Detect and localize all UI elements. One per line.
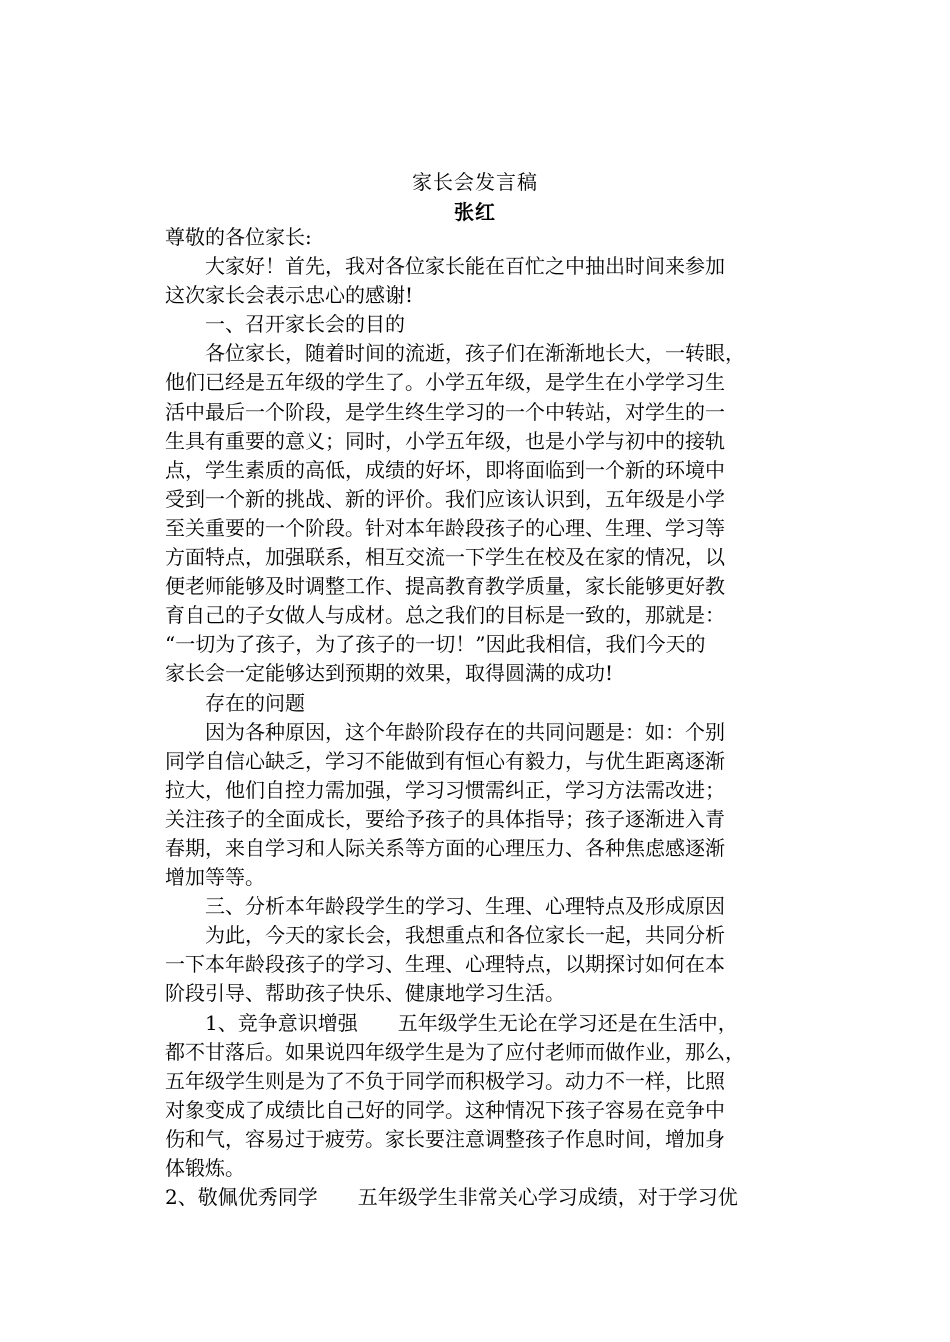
text-line [165, 456, 795, 485]
text-line [165, 485, 795, 514]
text-line [165, 950, 795, 979]
line-text: 他们已经是五年级的学生了。小学五年级，是学生在小学学习生 [165, 370, 725, 395]
document-title: 家长会发言稿 [412, 170, 538, 194]
text-line [165, 398, 795, 427]
line-text: 拉大，他们自控力需加强，学习习惯需纠正，学习方法需改进； [165, 777, 725, 802]
line-text: 三、分析本年龄段学生的学习、生理、心理特点及形成原因 [205, 894, 725, 919]
line-text: 都不甘落后。如果说四年级学生是为了应付老师而做作业，那么， [165, 1039, 745, 1064]
text-line [165, 1183, 795, 1212]
text-line [165, 252, 795, 281]
line-text: 大家好！首先，我对各位家长能在百忙之中抽出时间来参加 [205, 254, 725, 279]
line-text: 尊敬的各位家长: [165, 225, 312, 249]
text-line [165, 281, 795, 310]
line-text: 春期，来自学习和人际关系等方面的心理压力、各种焦虑感逐渐 [165, 835, 725, 860]
text-line [165, 689, 795, 718]
line-text: 育自己的子女做人与成材。总之我们的目标是一致的，那就是： [165, 603, 725, 628]
line-text: 因为各种原因，这个年龄阶段存在的共同问题是：如：个别 [205, 719, 725, 744]
line-text: 家长会一定能够达到预期的效果，取得圆满的成功! [165, 661, 614, 686]
line-text: 关注孩子的全面成长，要给予孩子的具体指导；孩子逐渐进入青 [165, 806, 725, 831]
text-line [165, 979, 795, 1008]
text-line [165, 1096, 795, 1125]
text-line [165, 863, 795, 892]
text-line [165, 1038, 795, 1067]
line-text: 生具有重要的意义；同时，小学五年级，也是小学与初中的接轨 [165, 428, 725, 453]
text-line [165, 310, 795, 339]
line-text: 增加等等。 [165, 865, 265, 890]
text-line [165, 776, 795, 805]
line-text: 体锻炼。 [165, 1156, 245, 1180]
line-text: 活中最后一个阶段，是学生终生学习的一个中转站，对学生的一 [165, 399, 725, 424]
line-text: 对象变成了成绩比自己好的同学。这种情况下孩子容易在竞争中 [165, 1097, 725, 1122]
text-line [165, 747, 795, 776]
text-line [165, 368, 795, 397]
text-line [165, 834, 795, 863]
line-text: 五年级学生则是为了不负于同学而积极学习。动力不一样，比照 [165, 1068, 725, 1093]
section-heading: 1、竞争意识增强 [205, 1010, 358, 1035]
text-line [165, 659, 795, 688]
line-text: “一切为了孩子，为了孩子的一切！”因此我相信，我们今天的 [165, 632, 706, 657]
document-body [165, 223, 795, 1212]
text-line [165, 630, 795, 659]
line-text: 各位家长，随着时间的流逝，孩子们在渐渐地长大，一转眼， [205, 341, 745, 366]
text-line [165, 805, 795, 834]
line-text: 五年级学生无论在学习还是在生活中， [397, 1010, 738, 1035]
line-text: 受到一个新的挑战、新的评价。我们应该认识到，五年级是小学 [165, 486, 725, 511]
text-line [165, 892, 795, 921]
line-text: 为此，今天的家长会，我想重点和各位家长一起，共同分析 [205, 923, 725, 948]
line-text: 至关重要的一个阶段。针对本年龄段孩子的心理、生理、学习等 [165, 515, 725, 540]
text-line [165, 514, 795, 543]
line-text: 五年级学生非常关心学习成绩，对于学习优 [357, 1185, 738, 1210]
text-line [165, 339, 795, 368]
text-line [165, 921, 795, 950]
text-line [165, 1009, 795, 1038]
text-line [165, 1067, 795, 1096]
line-text: 这次家长会表示忠心的感谢! [165, 283, 414, 308]
line-text: 一下本年龄段孩子的学习、生理、心理特点，以期探讨如何在本 [165, 952, 725, 977]
line-text: 伤和气，容易过于疲劳。家长要注意调整孩子作息时间，增加身 [165, 1126, 725, 1151]
line-text: 同学自信心缺乏，学习不能做到有恒心有毅力，与优生距离逐渐 [165, 748, 725, 773]
text-line [165, 223, 795, 252]
line-text: 一、召开家长会的目的 [205, 312, 405, 337]
text-line [165, 427, 795, 456]
line-text: 方面特点，加强联系，相互交流一下学生在校及在家的情况，以 [165, 545, 725, 570]
line-text: 便老师能够及时调整工作、提高教育教学质量，家长能够更好教 [165, 574, 725, 599]
text-line [165, 543, 795, 572]
text-line [165, 601, 795, 630]
section-heading: 2、敬佩优秀同学 [165, 1185, 318, 1210]
text-line [165, 572, 795, 601]
text-line [165, 718, 795, 747]
document-author: 张红 [454, 200, 496, 224]
line-text: 存在的问题 [205, 690, 305, 715]
line-text: 阶段引导、帮助孩子快乐、健康地学习生活。 [165, 981, 565, 1006]
text-line [165, 1125, 795, 1154]
line-text: 点，学生素质的高低，成绩的好坏，即将面临到一个新的环境中 [165, 457, 725, 482]
text-line [165, 1154, 795, 1183]
